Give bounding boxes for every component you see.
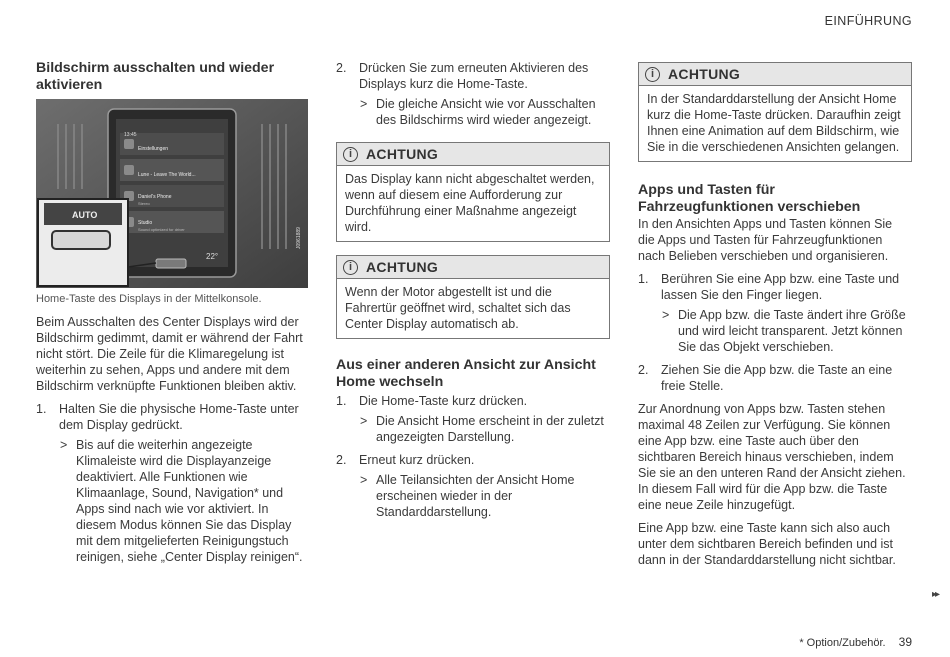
screen-row-label: Lune - Leave The World... — [138, 172, 196, 178]
paragraph: In den Ansichten Apps und Tasten können Sie die Apps und Tasten für Fahrzeugfunktionen nach Belieben verschieben und organisieren. — [638, 217, 893, 263]
paragraph: Zur Anordnung von Apps bzw. Tasten stehen maximal 48 Zeilen zur Verfügung. Sie können eine App bzw. eine Taste auch über den sichtbaren Bereich hinaus verschieben, indem Sie sie an den unteren Rand der Ansicht ziehen. In diesem Fall wird für die App bzw. die Taste eine neue Zeile hinzugefügt. — [638, 402, 906, 512]
step-number: 2. — [336, 61, 347, 75]
step-text: Halten Sie die physische Home-Taste unter dem Display gedrückt. — [59, 402, 299, 432]
page-footer — [799, 635, 912, 649]
step-number: 2. — [638, 363, 649, 377]
step-number: 1. — [336, 394, 347, 408]
warning-title: ACHTUNG — [366, 259, 439, 275]
result-arrow-icon: > — [360, 97, 368, 111]
image-code: J0961889 — [296, 227, 302, 249]
screen-row-label: Studio — [138, 220, 153, 226]
warning-header — [337, 143, 609, 166]
result-text: Die App bzw. die Taste ändert ihre Größe und wird leicht transparent. Jetzt können Sie das Objekt verschieben. — [678, 308, 906, 354]
step-item — [638, 271, 912, 303]
column-2 — [336, 60, 610, 520]
auto-label: AUTO — [72, 210, 98, 220]
step-item — [638, 362, 912, 394]
step-result — [336, 413, 610, 445]
warning-text: In der Standarddarstellung der Ansicht Home kurz die Home-Taste drücken. Daraufhin zeigt Ihnen eine Animation auf dem Bildschirm, wie Sie in die verschiedenen Ansichten gelangen. — [647, 92, 901, 154]
warning-header — [639, 63, 911, 86]
screen-temp: 22° — [206, 252, 219, 261]
warning-box — [638, 62, 912, 162]
step-result — [638, 307, 912, 355]
result-text: Bis auf die weiterhin angezeigte Klimaleiste wird die Displayanzeige deaktiviert. Alle Funktionen wie Klimaanlage, Sound, Navigation* und Apps sind nach wie vor aktiviert. In diesem Modus können Sie das Display mit dem mitgelieferten Reinigungstuch reinigen, siehe „Center Display reinigen“. — [76, 438, 303, 564]
warning-box — [336, 142, 610, 242]
step-text: Erneut kurz drücken. — [359, 453, 475, 467]
warning-text: Wenn der Motor abgestellt ist und die Fahrertür geöffnet wird, schaltet sich das Center Display automatisch ab. — [345, 285, 571, 331]
step-result — [336, 96, 610, 128]
step-item — [336, 452, 610, 468]
section-title: Bildschirm ausschalten und wieder aktivieren — [36, 60, 275, 93]
step-number: 1. — [638, 272, 649, 286]
screen-row-sub: Stereo — [138, 201, 150, 206]
paragraph: Beim Ausschalten des Center Displays wird der Bildschirm gedimmt, damit er während der Fahrt nicht stört. Die Zeile für die Klimaregelung ist weiterhin zu sehen, Apps und andere mit dem Bildschirm verknüpfte Funktionen bleiben aktiv. — [36, 315, 303, 393]
step-number: 1. — [36, 402, 47, 416]
warning-title: ACHTUNG — [668, 66, 741, 82]
footnote: * Option/Zubehör. — [799, 637, 886, 649]
step-result — [336, 472, 610, 520]
center-display-photo — [36, 99, 308, 288]
step-number: 2. — [336, 453, 347, 467]
warning-box — [336, 255, 610, 339]
info-circle-icon: i — [343, 260, 358, 275]
console-illustration — [36, 99, 308, 288]
step-item — [336, 393, 610, 409]
info-circle-icon: i — [645, 67, 660, 82]
step-item — [336, 60, 610, 92]
page-number: 39 — [898, 635, 912, 649]
step-text: Ziehen Sie die App bzw. die Taste an eine freie Stelle. — [661, 363, 893, 393]
column-3 — [638, 62, 912, 568]
image-caption: Home-Taste des Displays in der Mittelkonsole. — [36, 293, 262, 305]
info-circle-icon: i — [343, 147, 358, 162]
warning-text: Das Display kann nicht abgeschaltet werden, wenn auf diesem eine Aufforderung zur Durchführung einer Maßnahme angezeigt wird. — [345, 172, 595, 234]
step-text: Drücken Sie zum erneuten Aktivieren des Displays kurz die Home-Taste. — [359, 61, 589, 91]
step-text: Berühren Sie eine App bzw. eine Taste und lassen Sie den Finger liegen. — [661, 272, 900, 302]
screen-clock: 13:45 — [124, 132, 137, 138]
result-text: Die Ansicht Home erscheint in der zuletzt angezeigten Darstellung. — [376, 414, 604, 444]
section-title: Aus einer anderen Ansicht zur Ansicht Home wechseln — [336, 357, 596, 390]
result-arrow-icon: > — [360, 414, 368, 428]
paragraph: Eine App bzw. eine Taste kann sich also auch unter dem sichtbaren Bereich befinden und ist dann in der Standarddarstellung nicht sichtbar. — [638, 521, 896, 567]
result-text: Alle Teilansichten der Ansicht Home erscheinen wieder in der Standarddarstellung. — [376, 473, 575, 519]
step-result — [36, 437, 308, 565]
section-title: Apps und Tasten für Fahrzeugfunktionen verschieben — [638, 182, 861, 215]
step-text: Die Home-Taste kurz drücken. — [359, 394, 528, 408]
result-arrow-icon: > — [360, 473, 368, 487]
result-arrow-icon: > — [662, 308, 670, 322]
screen-row-sub: Sound optimized for driver — [138, 227, 185, 232]
section-header: EINFÜHRUNG — [824, 14, 912, 28]
screen-row-label: Daniel's Phone — [138, 194, 172, 200]
warning-header — [337, 256, 609, 279]
result-text: Die gleiche Ansicht wie vor Ausschalten des Bildschirms wird wieder angezeigt. — [376, 97, 596, 127]
continue-arrow-icon: ▸▸ — [931, 589, 938, 600]
result-arrow-icon: > — [60, 438, 68, 452]
warning-title: ACHTUNG — [366, 146, 439, 162]
step-item — [36, 401, 308, 433]
column-1 — [36, 60, 308, 565]
screen-row-label: Einstellungen — [138, 146, 169, 152]
